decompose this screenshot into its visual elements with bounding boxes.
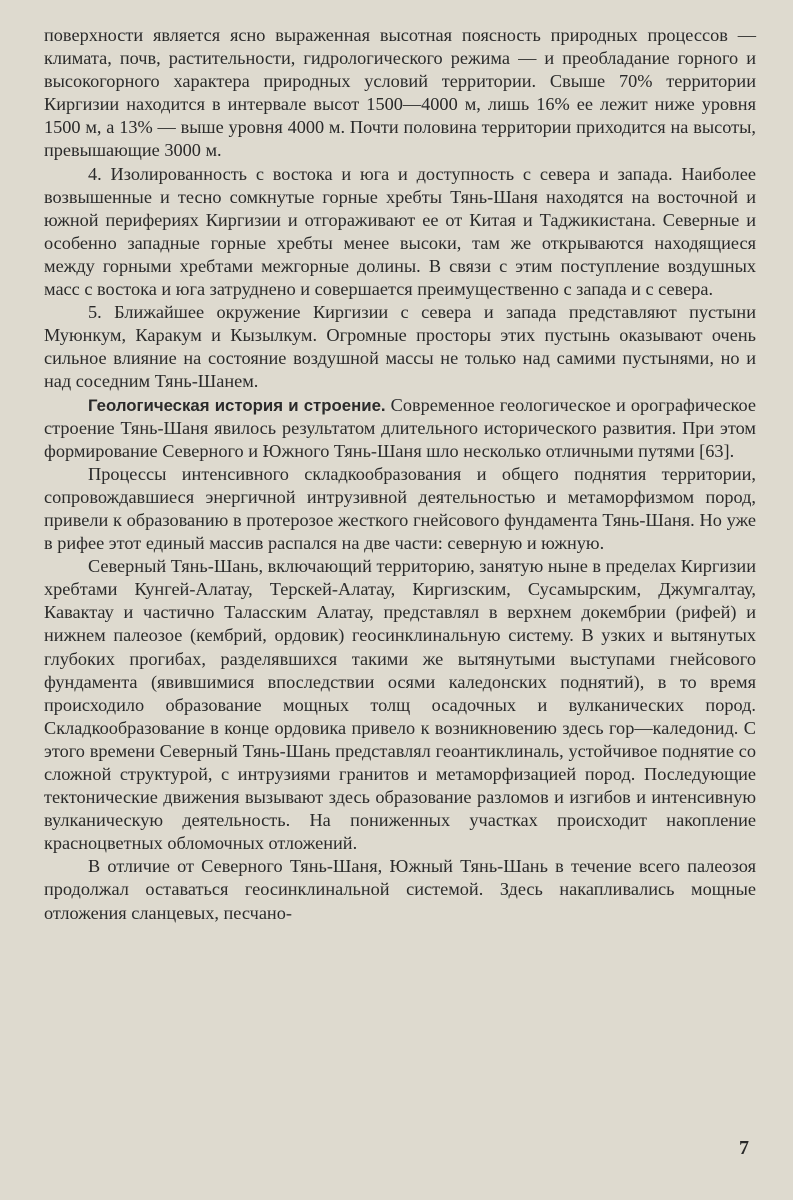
paragraph-item-4: 4. Изолированность с востока и юга и доступность с севера и запада. Наиболее возвышенные и тесно сомкнутые горные хребты Тянь-Шаня находятся на восточной и южной перифериях Киргизии и отгораживают ее от Китая и Таджикистана. Северные и особенно западные горные хребты менее высоки, там же открываются находящиеся между горными хребтами межгорные долины. В связи с этим поступление воздушных масс с востока и юга затруднено и совершается преимущественно с запада и с севера. (44, 163, 756, 300)
paragraph-continuation: поверхности является ясно выраженная высотная поясность природных процессов — климата, почв, растительности, гидрологического режима — и преобладание горного и высокогорного характера природных условий территории. Свыше 70% территории Киргизии находится в интервале высот 1500—4000 м, лишь 16% ее лежит ниже уровня 1500 м, а 13% — выше уровня 4000 м. Почти половина территории приходится на высоты, превышающие 3000 м. (44, 25, 756, 161)
paragraph-item-5: 5. Ближайшее окружение Киргизии с севера и запада представляют пустыни Муюнкум, Каракум и Кызылкум. Огромные просторы этих пустынь оказывают очень сильное влияние на состояние воздушной массы не только над самими пустынями, но и над соседним Тянь-Шанем. (44, 302, 756, 392)
paragraph-geology-intro (44, 394, 756, 463)
paragraph-south-tianshan: В отличие от Северного Тянь-Шаня, Южный Тянь-Шань в течение всего палеозоя продолжал оставаться геосинклинальной системой. Здесь накапливались мощные отложения сланцевых, песчано- (44, 856, 756, 923)
paragraph-folding: Процессы интенсивного складкообразования и общего поднятия территории, сопровождавшиеся энергичной интрузивной деятельностью и метаморфизмом пород, привели к образованию в протерозое жесткого гнейсового фундамента Тянь-Шаня. Но уже в рифее этот единый массив распался на две части: северную и южную. (44, 463, 756, 554)
page-number: 7 (739, 1137, 749, 1159)
section-heading-body: Современное геологическое и орографическое строение Тянь-Шаня явилось результатом длительного исторического развития. При этом формирование Северного и Южного Тянь-Шаня шло несколько отличными путями [63]. (44, 394, 756, 461)
section-heading: Геологическая история и строение. (88, 395, 386, 415)
paragraph-north-tianshan: Северный Тянь-Шань, включающий территорию, занятую ныне в пределах Киргизии хребтами Кунгей-Алатау, Терскей-Алатау, Киргизским, Сусамырским, Джумгалтау, Кавактау и частично Таласским Алатау, представлял в верхнем докембрии (рифей) и нижнем палеозое (кембрий, ордовик) геосинклинальную систему. В узких и вытянутых глубоких прогибах, разделявшихся такими же вытянутыми выступами гнейсового фундамента (явившимися впоследствии осями каледонских поднятий), в то время происходило образование мощных толщ осадочных и вулканических пород. Складкообразование в конце ордовика привело к возникновению здесь гор—каледонид. С этого времени Северный Тянь-Шань представлял геоантиклиналь, устойчивое поднятие со сложной структурой, с интрузиями гранитов и метаморфизацией пород. Последующие тектонические движения вызывают здесь образование разломов и изгибов и интенсивную вулканическую деятельность. На пониженных участках происходит накопление красноцветных обломочных отложений. (44, 556, 756, 854)
page-text (44, 24, 756, 925)
